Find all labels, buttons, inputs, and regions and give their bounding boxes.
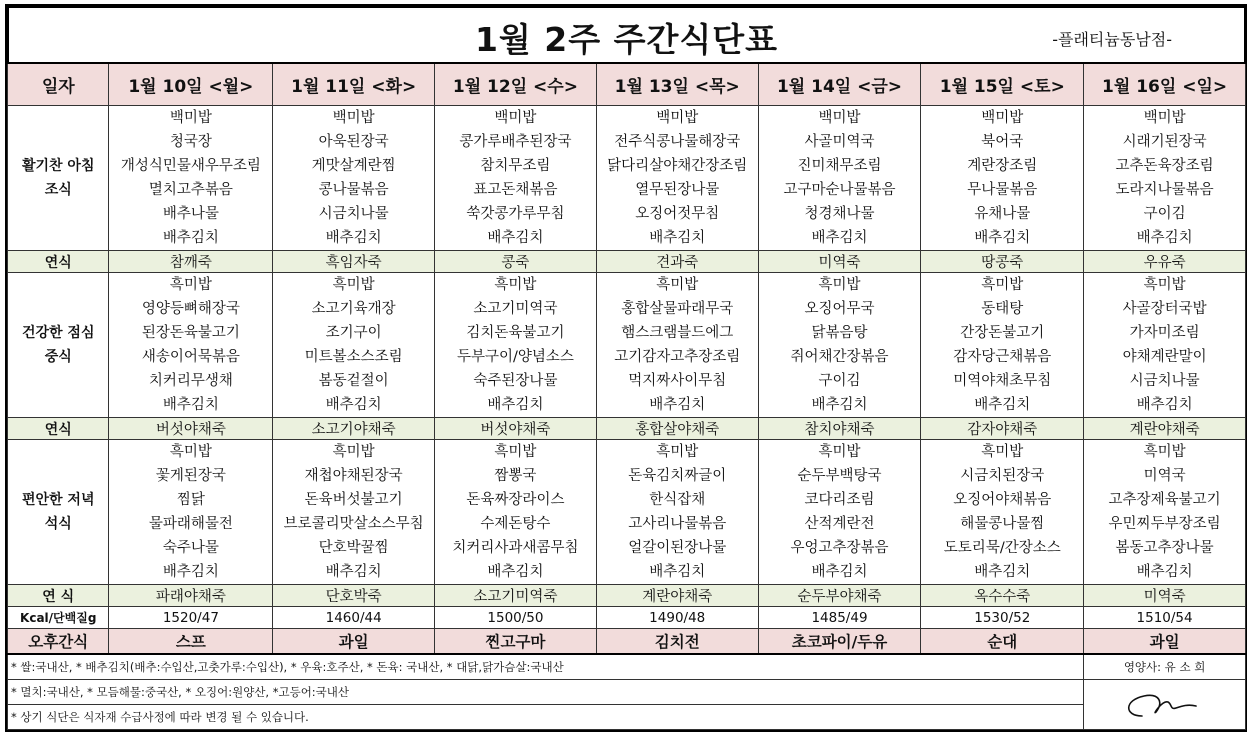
menu-item: 배추김치 [1136, 230, 1193, 246]
menu-item: 사골장터국밥 [1122, 301, 1207, 317]
menu-item: 된장돈육불고기 [141, 325, 240, 341]
menu-item: 봄동고추장나물 [1115, 540, 1214, 556]
breakfast-label-line1: 활기찬 아침 [21, 158, 95, 174]
porridge-cell: 버섯야채죽 [435, 418, 597, 440]
lunch-label-line1: 건강한 점심 [21, 325, 95, 341]
porridge-label: 연식 [8, 418, 109, 440]
menu-sheet [5, 4, 1247, 732]
menu-item: 코다리조림 [804, 492, 875, 508]
menu-item: 햄스크램블드에그 [621, 325, 734, 341]
menu-item: 새송이어묵볶음 [141, 349, 240, 365]
menu-item: 배추김치 [811, 230, 868, 246]
porridge-cell: 참깨죽 [109, 251, 273, 273]
day-header: 1월 12일 <수> [435, 63, 597, 106]
menu-item: 배추김치 [162, 564, 219, 580]
menu-item: 홍합살물파래무국 [621, 301, 734, 317]
snack-cell: 순대 [921, 629, 1084, 655]
menu-item: 배추김치 [487, 230, 544, 246]
menu-item: 봄동겉절이 [318, 373, 389, 389]
porridge-cell: 콩죽 [435, 251, 597, 273]
kcal-cell: 1490/48 [596, 607, 758, 629]
menu-item: 배추김치 [974, 230, 1031, 246]
breakfast-menu-cell [758, 106, 921, 251]
porridge-cell: 파래야채죽 [109, 585, 273, 607]
menu-item: 물파래해물전 [148, 516, 233, 532]
day-header: 1월 14일 <금> [758, 63, 921, 106]
weekly-menu-table [7, 62, 1246, 730]
menu-item: 시금치나물 [1129, 373, 1200, 389]
lunch-menu-cell [109, 273, 273, 418]
menu-item: 흑미밥 [656, 277, 699, 293]
snack-cell: 초코파이/두유 [758, 629, 921, 655]
menu-item: 도토리묵/간장소스 [943, 540, 1061, 556]
menu-item: 배추김치 [487, 564, 544, 580]
day-header: 1월 13일 <목> [596, 63, 758, 106]
menu-item: 짬뽕국 [494, 468, 537, 484]
menu-item: 돈육짜장라이스 [466, 492, 565, 508]
dinner-menu-cell [435, 440, 597, 585]
porridge-cell: 흑임자죽 [273, 251, 435, 273]
menu-item: 영양등뼈해장국 [141, 301, 240, 317]
breakfast-menu-cell [435, 106, 597, 251]
menu-item: 배추김치 [325, 564, 382, 580]
menu-item: 배추김치 [162, 230, 219, 246]
menu-item: 간장돈불고기 [960, 325, 1045, 341]
menu-item: 흑미밥 [981, 444, 1024, 460]
menu-item: 먹지짜사이무침 [628, 373, 727, 389]
snack-label: 오후간식 [8, 629, 109, 655]
menu-item: 치커리사과새콤무침 [452, 540, 579, 556]
menu-item: 도라지나물볶음 [1115, 182, 1214, 198]
menu-item: 순두부백탕국 [797, 468, 882, 484]
lunch-label [8, 273, 109, 418]
porridge-row [8, 418, 1246, 440]
kcal-cell: 1510/54 [1084, 607, 1246, 629]
note-row [8, 705, 1246, 730]
menu-item: 배추김치 [974, 564, 1031, 580]
porridge-cell: 미역죽 [758, 251, 921, 273]
lunch-menu-cell [596, 273, 758, 418]
porridge-row [8, 585, 1246, 607]
header-row [8, 63, 1246, 106]
menu-item: 배추김치 [325, 230, 382, 246]
nutritionist-name: 영양사: 유 소 희 [1084, 654, 1246, 680]
kcal-cell: 1530/52 [921, 607, 1084, 629]
porridge-cell: 계란야채죽 [1084, 418, 1246, 440]
menu-item: 고사리나물볶음 [628, 516, 727, 532]
menu-item: 배추김치 [811, 564, 868, 580]
menu-item: 소고기육개장 [311, 301, 396, 317]
menu-item: 단호박꿀찜 [318, 540, 389, 556]
menu-item: 소고기미역국 [473, 301, 558, 317]
lunch-menu-cell [1084, 273, 1246, 418]
menu-item: 배추김치 [325, 397, 382, 413]
lunch-menu-cell [758, 273, 921, 418]
menu-item: 두부구이/양념소스 [456, 349, 574, 365]
kcal-cell: 1520/47 [109, 607, 273, 629]
menu-item: 백미밥 [494, 110, 537, 126]
menu-item: 꽃게된장국 [155, 468, 226, 484]
menu-item: 열무된장나물 [635, 182, 720, 198]
porridge-cell: 홍합살야채죽 [596, 418, 758, 440]
kcal-cell: 1485/49 [758, 607, 921, 629]
snack-cell: 과일 [1084, 629, 1246, 655]
menu-item: 오징어무국 [804, 301, 875, 317]
page-title: 1월 2주 주간식단표 [474, 20, 779, 59]
menu-item: 배추김치 [1136, 564, 1193, 580]
breakfast-menu-cell [921, 106, 1084, 251]
menu-item: 계란장조림 [967, 158, 1038, 174]
menu-item: 야채계란말이 [1122, 349, 1207, 365]
menu-item: 배추김치 [487, 397, 544, 413]
dinner-label-line2: 석식 [44, 516, 72, 532]
dinner-label [8, 440, 109, 585]
menu-item: 흑미밥 [1143, 277, 1186, 293]
porridge-cell: 소고기야채죽 [273, 418, 435, 440]
menu-item: 한식잡채 [649, 492, 706, 508]
breakfast-row [8, 106, 1246, 251]
menu-item: 닭다리살야채간장조림 [607, 158, 748, 174]
menu-item: 오징어야채볶음 [953, 492, 1052, 508]
porridge-cell: 땅콩죽 [921, 251, 1084, 273]
note-row [8, 680, 1246, 705]
porridge-cell: 감자야채죽 [921, 418, 1084, 440]
menu-item: 배추김치 [649, 230, 706, 246]
dinner-menu-cell [921, 440, 1084, 585]
menu-item: 아욱된장국 [318, 134, 389, 150]
snack-cell: 과일 [273, 629, 435, 655]
menu-item: 백미밥 [818, 110, 861, 126]
lunch-label-line2: 중식 [44, 349, 72, 365]
menu-item: 참치무조림 [480, 158, 551, 174]
menu-item: 흑미밥 [169, 444, 212, 460]
menu-item: 배추김치 [649, 564, 706, 580]
menu-item: 청경채나물 [804, 206, 875, 222]
day-header: 1월 15일 <토> [921, 63, 1084, 106]
snack-cell: 찐고구마 [435, 629, 597, 655]
menu-item: 미역야채초무침 [953, 373, 1052, 389]
menu-item: 치커리무생채 [148, 373, 233, 389]
menu-item: 표고돈채볶음 [473, 182, 558, 198]
menu-item: 흑미밥 [656, 444, 699, 460]
menu-item: 흑미밥 [332, 277, 375, 293]
porridge-label: 연 식 [8, 585, 109, 607]
menu-item: 재첩야채된장국 [304, 468, 403, 484]
porridge-label: 연식 [8, 251, 109, 273]
menu-item: 흑미밥 [494, 444, 537, 460]
day-header: 1월 10일 <월> [109, 63, 273, 106]
porridge-cell: 참치야채죽 [758, 418, 921, 440]
menu-item: 배추김치 [1136, 397, 1193, 413]
menu-item: 시금치나물 [318, 206, 389, 222]
porridge-cell: 버섯야채죽 [109, 418, 273, 440]
menu-item: 고기감자고추장조림 [614, 349, 741, 365]
porridge-cell: 우유죽 [1084, 251, 1246, 273]
dinner-menu-cell [596, 440, 758, 585]
porridge-cell: 순두부야채죽 [758, 585, 921, 607]
menu-item: 얼갈이된장나물 [628, 540, 727, 556]
note-row [8, 654, 1246, 680]
menu-item: 가자미조림 [1129, 325, 1200, 341]
day-header: 1월 16일 <일> [1084, 63, 1246, 106]
menu-item: 배추김치 [811, 397, 868, 413]
menu-item: 고구마순나물볶음 [783, 182, 896, 198]
lunch-menu-cell [273, 273, 435, 418]
menu-item: 유채나물 [974, 206, 1031, 222]
menu-item: 고추장제육불고기 [1108, 492, 1221, 508]
breakfast-menu-cell [1084, 106, 1246, 251]
title-area [7, 6, 1246, 62]
menu-item: 전주식콩나물해장국 [614, 134, 741, 150]
kcal-cell: 1500/50 [435, 607, 597, 629]
menu-item: 숙주된장나물 [473, 373, 558, 389]
menu-item: 돈육김치짜글이 [628, 468, 727, 484]
signature [1084, 680, 1246, 730]
menu-item: 콩나물볶음 [318, 182, 389, 198]
menu-item: 수제돈탕수 [480, 516, 551, 532]
kcal-row [8, 607, 1246, 629]
menu-item: 시래기된장국 [1122, 134, 1207, 150]
porridge-cell: 견과죽 [596, 251, 758, 273]
kcal-cell: 1460/44 [273, 607, 435, 629]
menu-item: 우민찌두부장조림 [1108, 516, 1221, 532]
menu-item: 개성식민물새우무조림 [120, 158, 261, 174]
menu-item: 오징어젓무침 [635, 206, 720, 222]
menu-item: 동태탕 [981, 301, 1024, 317]
menu-item: 배추나물 [162, 206, 219, 222]
day-header: 1월 11일 <화> [273, 63, 435, 106]
snack-row [8, 629, 1246, 655]
snack-cell: 스프 [109, 629, 273, 655]
menu-item: 감자당근채볶음 [953, 349, 1052, 365]
menu-item: 흑미밥 [1143, 444, 1186, 460]
menu-item: 찜닭 [176, 492, 205, 508]
lunch-row [8, 273, 1246, 418]
menu-item: 해물콩나물찜 [960, 516, 1045, 532]
menu-item: 흑미밥 [818, 277, 861, 293]
lunch-menu-cell [435, 273, 597, 418]
menu-item: 청국장 [169, 134, 212, 150]
menu-item: 구이김 [1143, 206, 1186, 222]
menu-item: 무나물볶음 [967, 182, 1038, 198]
menu-item: 산적계란전 [804, 516, 875, 532]
menu-item: 백미밥 [1143, 110, 1186, 126]
breakfast-label-line2: 조식 [44, 182, 72, 198]
menu-item: 돈육버섯불고기 [304, 492, 403, 508]
menu-item: 닭볶음탕 [811, 325, 868, 341]
dinner-menu-cell [273, 440, 435, 585]
origin-note: * 멸치:국내산, * 모듬해물:중국산, * 오징어:원양산, *고등어:국내산 [8, 680, 1084, 705]
breakfast-menu-cell [109, 106, 273, 251]
menu-item: 배추김치 [649, 397, 706, 413]
menu-item: 백미밥 [981, 110, 1024, 126]
dinner-menu-cell [109, 440, 273, 585]
porridge-cell: 옥수수죽 [921, 585, 1084, 607]
menu-item: 콩가루배추된장국 [459, 134, 572, 150]
menu-item: 게맛살계란찜 [311, 158, 396, 174]
dinner-label-line1: 편안한 저녁 [21, 492, 95, 508]
menu-item: 우엉고추장볶음 [790, 540, 889, 556]
menu-item: 배추김치 [162, 397, 219, 413]
menu-item: 조기구이 [325, 325, 382, 341]
breakfast-label [8, 106, 109, 251]
porridge-cell: 단호박죽 [273, 585, 435, 607]
menu-item: 백미밥 [332, 110, 375, 126]
menu-item: 백미밥 [656, 110, 699, 126]
menu-item: 흑미밥 [169, 277, 212, 293]
origin-note: * 상기 식단은 식자재 수급사정에 따라 변경 될 수 있습니다. [8, 705, 1084, 730]
kcal-label: Kcal/단백질g [8, 607, 109, 629]
menu-item: 북어국 [981, 134, 1024, 150]
menu-item: 쥐어채간장볶음 [790, 349, 889, 365]
branch-name: -플래티늄동남점- [1052, 30, 1172, 49]
header-label: 일자 [8, 63, 109, 106]
dinner-menu-cell [1084, 440, 1246, 585]
menu-item: 흑미밥 [981, 277, 1024, 293]
menu-item: 진미채무조림 [797, 158, 882, 174]
breakfast-menu-cell [596, 106, 758, 251]
menu-item: 흑미밥 [818, 444, 861, 460]
menu-item: 김치돈육불고기 [466, 325, 565, 341]
menu-item: 흑미밥 [332, 444, 375, 460]
menu-item: 미트볼소스조림 [304, 349, 403, 365]
porridge-cell: 소고기미역죽 [435, 585, 597, 607]
snack-cell: 김치전 [596, 629, 758, 655]
porridge-cell: 계란야채죽 [596, 585, 758, 607]
menu-item: 쑥갓콩가루무침 [466, 206, 565, 222]
origin-note: * 쌀:국내산, * 배추김치(배추:수입산,고춧가루:수입산), * 우육:호주산, * 돈육: 국내산, * 대닭,닭가슴살:국내산 [8, 654, 1084, 680]
signature-mark [1084, 680, 1244, 726]
dinner-row [8, 440, 1246, 585]
menu-item: 브로콜리맛살소스무침 [283, 516, 424, 532]
porridge-row [8, 251, 1246, 273]
menu-item: 미역국 [1143, 468, 1186, 484]
menu-item: 시금치된장국 [960, 468, 1045, 484]
dinner-menu-cell [758, 440, 921, 585]
menu-item: 흑미밥 [494, 277, 537, 293]
porridge-cell: 미역죽 [1084, 585, 1246, 607]
menu-item: 구이김 [818, 373, 861, 389]
menu-item: 숙주나물 [162, 540, 219, 556]
menu-item: 고추돈육장조림 [1115, 158, 1214, 174]
breakfast-menu-cell [273, 106, 435, 251]
lunch-menu-cell [921, 273, 1084, 418]
menu-item: 배추김치 [974, 397, 1031, 413]
menu-item: 백미밥 [169, 110, 212, 126]
menu-item: 멸치고추볶음 [148, 182, 233, 198]
menu-item: 사골미역국 [804, 134, 875, 150]
